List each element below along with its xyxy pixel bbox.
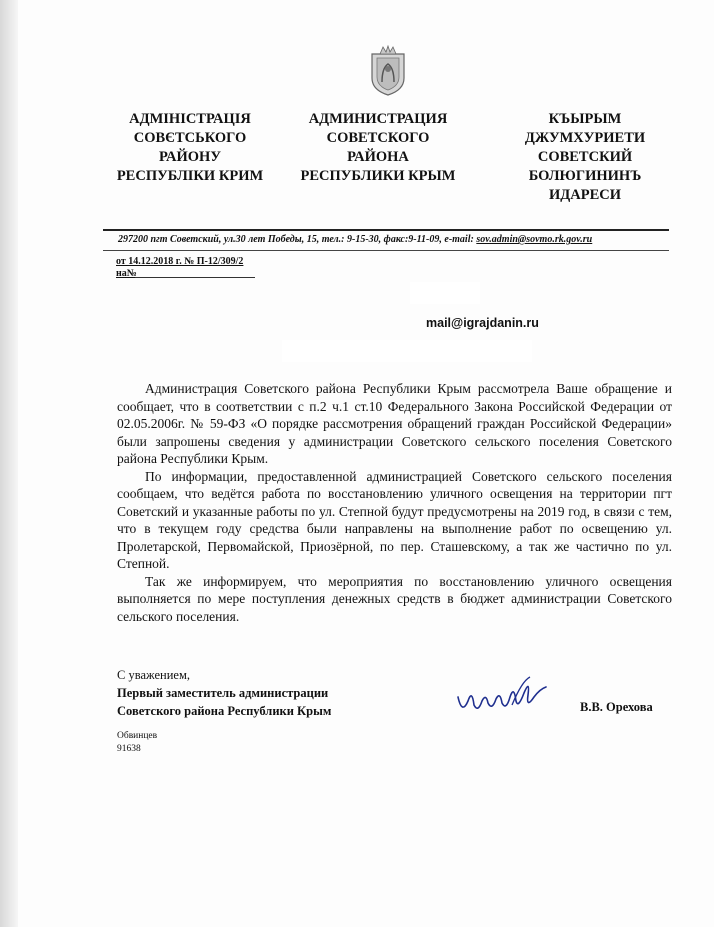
redaction-box [410, 282, 480, 304]
incoming-number: на№ [116, 268, 137, 279]
address-divider [103, 250, 669, 251]
executor-block [117, 730, 157, 756]
recipient-email: mail@igrajdanin.ru [426, 316, 539, 330]
signer-position: Первый заместитель администрации [117, 686, 329, 700]
header-russian: АДМИНИСТРАЦИЯ СОВЕТСКОГО РАЙОНА РЕСПУБЛИКИ КРЫМ [300, 111, 456, 184]
handwritten-signature [452, 675, 552, 723]
body-paragraph: По информации, предоставленной администрацией Советского сельского поселения сообщаем, что ведётся работа по восстановлению уличного освещения на территории пгт Советский и указанные работы по ул. Степной будут предусмотрены на 2019 год, в связи с тем, что в текущем году средства были направлены на выполнение работ по освещению ул. Пролетарской, Первомайской, Приозёрной, по пер. Сташевскому, а так же частично по ул. Степной. [117, 468, 672, 571]
header-crimean-tatar: КЪЫРЫМ ДЖУМХУРИЕТИ СОВЕТСКИЙ БОЛЮГИНИНЪ ИДАРЕСИ [524, 111, 646, 203]
address-line [118, 234, 592, 245]
body-paragraph: Так же информируем, что мероприятия по восстановлению уличного освещения выполняется по мере поступления денежных средств в бюджет администрации Советского сельского поселения. [117, 573, 672, 624]
signer-name: В.В. Орехова [580, 700, 653, 714]
scan-edge-shadow [0, 0, 18, 927]
executor-phone: 91638 [117, 744, 141, 754]
regards-text: С уважением, [117, 668, 190, 682]
address-email: sov.admin@sovmo.rk.gov.ru [476, 234, 593, 245]
outgoing-number: от 14.12.2018 г. № П-12/309/2 [116, 256, 244, 267]
body-paragraph: Администрация Советского района Республики Крым рассмотрела Ваше обращение и сообщает, что в соответствии с п.2 ч.1 ст.10 Федерального Закона Российской Федерации от 02.05.2006г. № 59-ФЗ «О порядке рассмотрения обращений граждан Российской Федерации» были запрошены сведения у администрации Советского сельского поселения Советского района Республики Крым. [117, 381, 672, 466]
address-text: 297200 пгт Советский, ул.30 лет Победы, 15, тел.: 9-15-30, факс:9-11-09, e-mail: [118, 234, 477, 245]
header-ukrainian: АДМІНІСТРАЦІЯ СОВЄТСЬКОГО РАЙОНУ РЕСПУБЛІКИ КРИМ [116, 111, 264, 184]
letter-body [117, 380, 672, 625]
closing-block [117, 666, 331, 720]
executor-name: Обвинцев [117, 731, 158, 741]
signer-organization: Советского района Республики Крым [117, 704, 332, 718]
crimea-coat-of-arms [368, 44, 408, 96]
redaction-box [282, 340, 532, 362]
reference-underline [135, 277, 255, 278]
header-divider [103, 229, 669, 231]
